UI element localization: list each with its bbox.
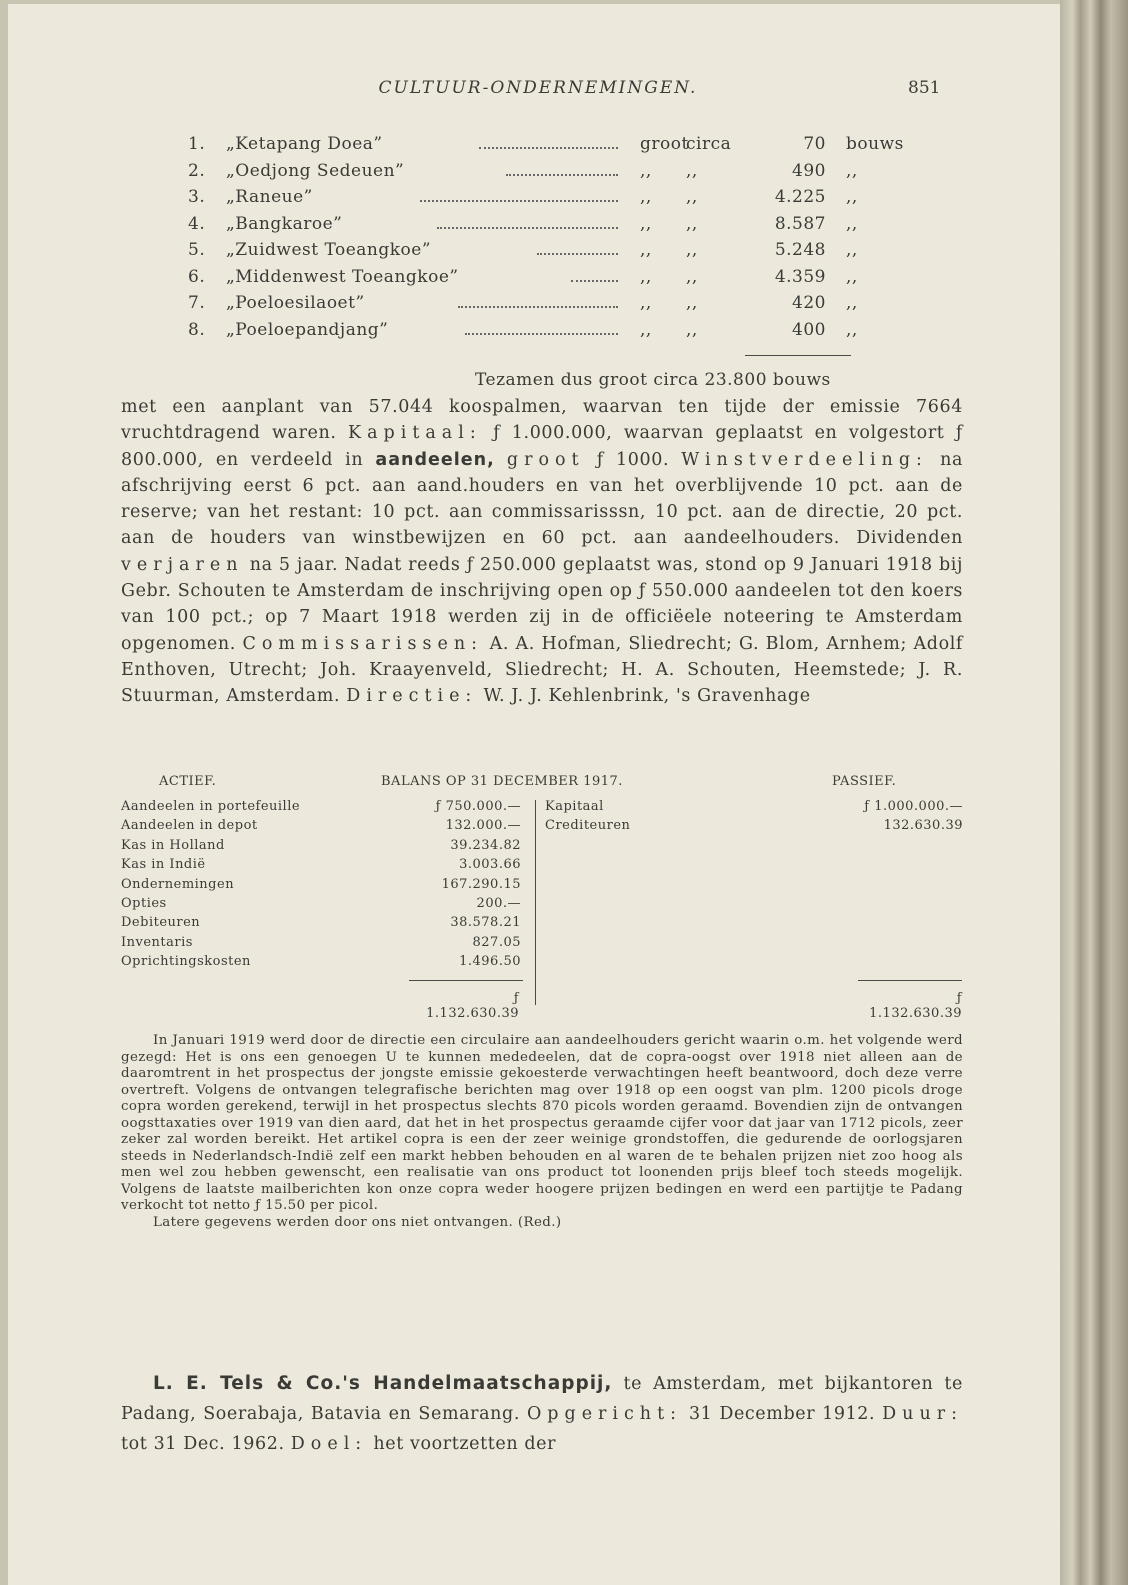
- estate-area: 400: [792, 319, 826, 340]
- balance-total-actief: ƒ 1.132.630.39: [426, 991, 519, 1021]
- desc-part-2: ƒ 1.000.000, waarvan geplaatst en volgestort ƒ 800.000, en verdeeld in: [121, 423, 963, 470]
- label-groot: groot: [506, 449, 585, 470]
- estate-unit: ,,: [846, 293, 858, 313]
- estate-number: 8.: [188, 319, 206, 340]
- estate-row: [188, 320, 908, 344]
- label-winstverdeeling: Winstverdeeling:: [681, 449, 928, 470]
- label-kapitaal: Kapitaal:: [348, 423, 482, 444]
- running-header: CULTUUR-ONDERNEMINGEN.: [378, 78, 698, 98]
- company-name: L. E. Tels & Co.'s Handelmaatschappij,: [153, 1373, 613, 1394]
- label-verjaren: verjaren: [121, 554, 244, 575]
- estate-row: [188, 293, 908, 317]
- estate-name: „Middenwest Toeangkoe”: [226, 266, 459, 287]
- liability-row: [545, 799, 963, 814]
- page-number: 851: [908, 78, 941, 98]
- estate-col-a: ,,: [640, 319, 652, 340]
- asset-label: Ondernemingen: [121, 876, 235, 892]
- leader-dots: [506, 161, 618, 176]
- asset-value: ƒ 750.000.—: [435, 799, 521, 814]
- asset-row: [121, 838, 521, 853]
- liability-value: ƒ 1.000.000.—: [864, 799, 963, 814]
- next-company-entry: [121, 1369, 963, 1459]
- desc-part-6: A. A. Hofman, Sliedrecht; G. Blom, Arnhem; Adolf Enthoven, Utrecht; Joh. Kraayenveld, Sliedrecht; H. A. Schouten, Heemstede; J. R. Stuurman, Amsterdam.: [121, 633, 963, 707]
- asset-label: Inventaris: [121, 934, 193, 950]
- balance-total-rule-right: [858, 980, 962, 981]
- note-paragraph: In Januari 1919 werd door de directie een circulaire aan aandeelhouders gericht waarin o.m. het volgende werd gezegd: Het is ons een genoegen U te kunnen mededeelen, dat de copra-oogst over 1918 niet alleen aan de daaromtrent in het prospectus der jongste emissie gekoesterde verwachtingen heeft beantwoord, doch deze verre overtreft. Volgens de ontvangen telegrafische berichten mag over 1918 op een oogst van plm. 1200 picols droge copra worden gerekend, terwijl in het prospectus slechts 870 picols worden geraamd. Bovendien zijn de ontvangen oogsttaxaties over 1919 van dien aard, dat het in het prospectus geraamde cijfer voor dat jaar van 1712 picols, zeer zeker zal worden bereikt. Het artikel copra is een der zeer weinige grondstoffen, die gedurende de oorlogsjaren steeds in Nederlandsch-Indië zelf een markt hebben behouden en al waren de te behalen prijzen niet zoo hoog als men wel zou hebben gewenscht, een realisatie van ons product tot loonenden prijs bleef toch steeds mogelijk. Volgens de laatste mailberichten kon onze copra weder hoogere prijzen bedingen en werd een partijtje te Padang verkocht tot netto ƒ 15.50 per picol.: [121, 1033, 963, 1213]
- label-opgericht: Opgericht:: [526, 1404, 683, 1424]
- next-part-1: te Amsterdam, met bijkantoren te Padang, Soerabaja, Batavia en Semarang.: [121, 1374, 963, 1424]
- desc-part-5: na 5 jaar. Nadat reeds ƒ 250.000 geplaatst was, stond op 9 Januari 1918 bij Gebr. Schouten te Amsterdam de inschrijving open op ƒ 550.000 aandeelen tot den koers van 100 pct.; op 7 Maart 1918 werden zij in de officiëele noteering te Amsterdam opgenomen.: [121, 554, 963, 654]
- estate-number: 5.: [188, 240, 206, 260]
- balance-total-rule-left: [409, 980, 523, 981]
- asset-value: 3.003.66: [459, 857, 521, 873]
- estate-area: 8.587: [774, 213, 826, 234]
- balance-head-actief: ACTIEF.: [159, 774, 217, 789]
- next-part-3: tot 31 Dec. 1962.: [121, 1434, 285, 1454]
- leader-dots: [458, 293, 618, 308]
- desc-part-4: na afschrijving eerst 6 pct. aan aand.houders en van het overblijvende 10 pct. aan de reserve; van het restant: 10 pct. aan commissarisssn, 10 pct. aan de directie, 20 pct. aan de houders van winstbewijzen en 60 pct. aan aandeelhouders. Dividenden: [121, 449, 964, 549]
- leader-dots: [465, 320, 618, 335]
- estate-name: „Zuidwest Toeangkoe”: [226, 240, 432, 260]
- asset-row: [121, 915, 521, 930]
- asset-value: 827.05: [472, 934, 521, 950]
- estate-col-b: ,,: [686, 160, 698, 181]
- estate-col-a: ,,: [640, 160, 652, 181]
- label-aandeelen: aandeelen,: [375, 449, 495, 470]
- balance-total-passief: ƒ 1.132.630.39: [869, 991, 962, 1021]
- asset-value: 200.—: [476, 896, 521, 911]
- estate-row: [188, 161, 908, 185]
- balance-head-passief: PASSIEF.: [832, 774, 897, 789]
- balance-divider: [535, 800, 536, 1005]
- asset-row: [121, 857, 521, 872]
- asset-label: Debiteuren: [121, 915, 201, 931]
- estate-area: 490: [792, 160, 826, 181]
- estate-name: „Poeloesilaoet”: [226, 293, 365, 313]
- estate-col-a: ,,: [640, 240, 652, 260]
- asset-label: Aandeelen in depot: [121, 818, 258, 834]
- estate-unit: ,,: [846, 160, 858, 181]
- estate-col-a: ,,: [640, 266, 652, 287]
- estate-row: [188, 187, 908, 211]
- estate-row: [188, 214, 908, 238]
- leader-dots: [571, 267, 618, 282]
- estate-unit: ,,: [846, 266, 858, 287]
- label-commissarissen: Commissarissen:: [242, 633, 484, 654]
- label-duur: Duur:: [882, 1404, 963, 1424]
- desc-part-1: met een aanplant van 57.044 koospalmen, waarvan ten tijde der emissie 7664 vruchtdragend waren.: [121, 397, 963, 444]
- book-page: [8, 4, 1060, 1585]
- estate-col-b: ,,: [686, 187, 698, 207]
- asset-label: Aandeelen in portefeuille: [121, 799, 301, 814]
- estate-unit: bouws: [846, 134, 904, 154]
- next-part-4: het voortzetten der: [373, 1434, 557, 1454]
- balance-assets: [121, 799, 521, 979]
- next-part-2: 31 December 1912.: [688, 1404, 876, 1424]
- asset-value: 132.000.—: [445, 818, 521, 834]
- estate-name: „Bangkaroe”: [226, 213, 343, 234]
- estate-row: [188, 267, 908, 291]
- company-description: [121, 394, 963, 710]
- estate-name: „Oedjong Sedeuen”: [226, 160, 405, 181]
- estate-name: „Raneue”: [226, 187, 313, 207]
- estate-area: 4.359: [774, 266, 826, 287]
- estate-number: 7.: [188, 293, 206, 313]
- asset-label: Oprichtingskosten: [121, 954, 251, 970]
- asset-row: [121, 896, 521, 911]
- estate-name: „Ketapang Doea”: [226, 134, 383, 154]
- estate-unit: ,,: [846, 240, 858, 260]
- estate-col-a: groot: [640, 134, 689, 154]
- estate-col-b: ,,: [686, 213, 698, 234]
- desc-part-7: W. J. J. Kehlenbrink, 's Gravenhage: [483, 686, 811, 707]
- estate-row: [188, 134, 908, 158]
- desc-part-3: ƒ 1000.: [596, 449, 670, 470]
- estate-unit: ,,: [846, 319, 858, 340]
- estate-name: „Poeloepandjang”: [226, 319, 389, 340]
- leader-dots: [437, 214, 618, 229]
- directie-note: [121, 1033, 963, 1231]
- balance-sheet: [121, 774, 963, 1024]
- asset-label: Kas in Indië: [121, 857, 206, 873]
- estate-col-a: ,,: [640, 293, 652, 313]
- estate-col-b: ,,: [686, 319, 698, 340]
- estate-col-a: ,,: [640, 213, 652, 234]
- liability-row: [545, 818, 963, 833]
- sum-rule: [745, 355, 851, 356]
- leader-dots: [420, 187, 618, 202]
- estate-unit: ,,: [846, 213, 858, 234]
- balance-liabilities: [545, 799, 963, 839]
- estate-col-b: ,,: [686, 266, 698, 287]
- asset-row: [121, 935, 521, 950]
- estate-area: 70: [803, 134, 826, 154]
- estate-number: 1.: [188, 134, 206, 154]
- leader-dots: [479, 134, 618, 149]
- estate-col-a: ,,: [640, 187, 652, 207]
- asset-row: [121, 877, 521, 892]
- estate-unit: ,,: [846, 187, 858, 207]
- estate-number: 6.: [188, 266, 206, 287]
- balance-head-title: BALANS OP 31 DECEMBER 1917.: [381, 774, 623, 789]
- estate-area: 4.225: [774, 187, 826, 207]
- estate-area: 5.248: [774, 240, 826, 260]
- liability-label: Kapitaal: [545, 799, 604, 814]
- asset-value: 39.234.82: [450, 837, 521, 853]
- asset-value: 167.290.15: [441, 876, 521, 892]
- asset-value: 38.578.21: [450, 915, 521, 931]
- total-line: Tezamen dus groot circa 23.800 bouws: [475, 370, 831, 390]
- asset-row: [121, 818, 521, 833]
- liability-label: Crediteuren: [545, 818, 631, 834]
- asset-value: 1.496.50: [459, 954, 521, 970]
- estate-number: 2.: [188, 160, 206, 181]
- estate-number: 4.: [188, 213, 206, 234]
- estate-number: 3.: [188, 187, 206, 207]
- estate-area: 420: [792, 293, 826, 313]
- note-red: Latere gegevens werden door ons niet ontvangen. (Red.): [153, 1214, 562, 1230]
- estate-col-b: ,,: [686, 293, 698, 313]
- asset-row: [121, 799, 521, 814]
- leader-dots: [537, 240, 618, 255]
- liability-value: 132.630.39: [883, 818, 963, 834]
- asset-row: [121, 954, 521, 969]
- estate-col-b: circa: [686, 134, 732, 154]
- estate-col-b: ,,: [686, 240, 698, 260]
- asset-label: Kas in Holland: [121, 837, 225, 853]
- label-directie: Directie:: [346, 686, 478, 707]
- label-doel: Doel:: [290, 1434, 368, 1454]
- book-spine-edge: [1060, 0, 1128, 1585]
- estate-row: [188, 240, 908, 264]
- asset-label: Opties: [121, 896, 167, 911]
